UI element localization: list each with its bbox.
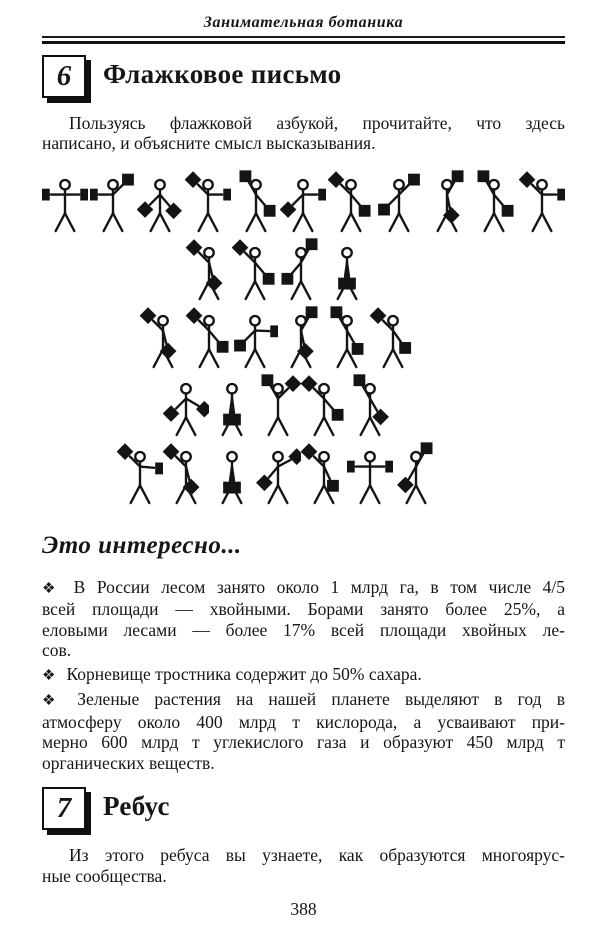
diamond-bullet-icon: ❖ bbox=[42, 580, 63, 597]
semaphore-figure bbox=[347, 439, 393, 505]
semaphore-figure bbox=[424, 167, 470, 233]
signal-flag-sq bbox=[502, 204, 514, 216]
signal-flag-sq bbox=[281, 272, 293, 284]
semaphore-figure bbox=[328, 167, 374, 233]
text-line: написано, и объясните смысл высказывания. bbox=[42, 133, 376, 153]
text-line: всей площади — хвойными. Борами занято более 25%, а bbox=[42, 599, 565, 619]
semaphore-figure bbox=[519, 167, 565, 233]
signal-flag-di bbox=[297, 342, 314, 359]
section-number-box bbox=[42, 55, 86, 98]
fact-item bbox=[42, 577, 565, 661]
section-number: 6 bbox=[56, 59, 72, 92]
signal-flag-sq bbox=[239, 170, 251, 182]
interesting-section bbox=[42, 531, 565, 774]
semaphore-figure bbox=[209, 439, 255, 505]
signal-flag-sq bbox=[557, 188, 565, 200]
semaphore-row bbox=[42, 303, 565, 369]
text-line: Пользуясь флажковой азбукой, прочитайте, что здесь bbox=[69, 112, 565, 133]
signal-flag-sq bbox=[90, 188, 98, 200]
signal-flag-sq bbox=[223, 188, 231, 200]
section-rebus-intro bbox=[42, 845, 565, 886]
section-flag-letter bbox=[42, 55, 565, 505]
semaphore-figure bbox=[163, 371, 209, 437]
signal-flag-sq bbox=[234, 339, 246, 351]
section-number-box bbox=[42, 787, 86, 830]
header-rule-thin bbox=[42, 36, 565, 38]
section-flag-heading bbox=[42, 55, 565, 98]
running-head: Занимательная ботаника bbox=[203, 14, 404, 31]
semaphore-figure bbox=[347, 371, 393, 437]
signal-flag-sq bbox=[399, 342, 411, 354]
signal-flag-sq bbox=[420, 442, 432, 454]
semaphore-figure bbox=[163, 439, 209, 505]
signal-flag-sq bbox=[478, 170, 490, 182]
semaphore-figure bbox=[324, 303, 370, 369]
signal-flag-sq bbox=[305, 238, 317, 250]
fact-item bbox=[42, 689, 565, 773]
section-number: 7 bbox=[56, 792, 72, 824]
diamond-bullet-icon: ❖ bbox=[42, 693, 67, 709]
semaphore-figure bbox=[471, 167, 517, 233]
signal-flag-sq bbox=[359, 204, 371, 216]
section-rebus bbox=[42, 787, 565, 886]
semaphore-figure bbox=[393, 439, 439, 505]
signal-flag-di bbox=[288, 448, 301, 465]
signal-flag-sq bbox=[385, 460, 393, 472]
semaphore-figure bbox=[301, 439, 347, 505]
fact-item bbox=[42, 664, 565, 687]
signal-flag-di bbox=[372, 408, 389, 425]
semaphore-figures-block bbox=[42, 167, 565, 505]
signal-flag-sq bbox=[261, 374, 273, 386]
signal-flag-di bbox=[195, 400, 208, 417]
semaphore-figure bbox=[301, 371, 347, 437]
semaphore-figure bbox=[233, 167, 279, 233]
signal-flag-sq bbox=[344, 277, 356, 289]
signal-flag-sq bbox=[270, 325, 278, 337]
signal-flag-sq bbox=[451, 170, 463, 182]
semaphore-figure bbox=[232, 235, 278, 301]
semaphore-figure bbox=[137, 167, 183, 233]
semaphore-row bbox=[42, 235, 565, 301]
signal-flag-sq bbox=[229, 413, 241, 425]
signal-flag-sq bbox=[353, 374, 365, 386]
signal-flag-sq bbox=[319, 188, 327, 200]
signal-flag-sq bbox=[305, 306, 317, 318]
signal-flag-sq bbox=[229, 481, 241, 493]
semaphore-row bbox=[42, 167, 565, 233]
page-header bbox=[42, 13, 565, 44]
semaphore-figure bbox=[376, 167, 422, 233]
signal-flag-di bbox=[443, 206, 460, 223]
text-line: атмосферу около 400 млрд т кислорода, а усваивают при- bbox=[42, 711, 565, 732]
semaphore-figure bbox=[232, 303, 278, 369]
semaphore-figure bbox=[185, 167, 231, 233]
signal-flag-sq bbox=[262, 272, 274, 284]
signal-flag-sq bbox=[331, 408, 343, 420]
signal-flag-sq bbox=[327, 479, 339, 491]
text-line: сов. bbox=[42, 640, 72, 660]
semaphore-figure bbox=[255, 371, 301, 437]
semaphore-figure bbox=[280, 167, 326, 233]
text-line: ❖ В России лесом занято около 1 млрд га, в том числе 4/5 bbox=[42, 576, 565, 597]
signal-flag-sq bbox=[330, 306, 342, 318]
semaphore-figure bbox=[186, 235, 232, 301]
semaphore-figure bbox=[42, 167, 88, 233]
signal-flag-sq bbox=[80, 188, 88, 200]
signal-flag-sq bbox=[347, 460, 355, 472]
semaphore-figure bbox=[209, 371, 255, 437]
facts-list bbox=[42, 577, 565, 774]
semaphore-figure bbox=[140, 303, 186, 369]
text-line: Из этого ребуса вы узнаете, как образуются многоярус- bbox=[69, 845, 565, 865]
interesting-title: Это интересно... bbox=[42, 531, 242, 559]
semaphore-figure bbox=[117, 439, 163, 505]
text-line: ❖ Зеленые растения на нашей планете выделяют в год в bbox=[42, 689, 565, 709]
page-number: 388 bbox=[290, 899, 317, 919]
semaphore-row bbox=[42, 371, 565, 437]
signal-flag-di bbox=[397, 476, 414, 493]
signal-flag-sq bbox=[263, 204, 275, 216]
signal-flag-sq bbox=[42, 188, 50, 200]
semaphore-figure bbox=[370, 303, 416, 369]
signal-flag-sq bbox=[408, 173, 420, 185]
section-flag-intro bbox=[42, 113, 565, 154]
text-line: еловыми лесами — более 17% всей площади хвойных ле- bbox=[42, 619, 565, 640]
text-line: мерно 600 млрд т углекислого газа и образуют 450 млрд т bbox=[42, 732, 565, 752]
signal-flag-sq bbox=[155, 462, 163, 474]
signal-flag-sq bbox=[378, 203, 390, 215]
text-line: ные сообщества. bbox=[42, 865, 167, 886]
semaphore-figure bbox=[255, 439, 301, 505]
signal-flag-sq bbox=[216, 340, 228, 352]
diamond-bullet-icon: ❖ bbox=[42, 667, 56, 684]
semaphore-figure bbox=[324, 235, 370, 301]
semaphore-figure bbox=[90, 167, 136, 233]
text-line: ❖ Корневище тростника содержит до 50% сахара. bbox=[42, 663, 422, 684]
semaphore-figure bbox=[186, 303, 232, 369]
section-title: Флажковое письмо bbox=[103, 58, 342, 89]
section-rebus-heading bbox=[42, 787, 565, 830]
signal-flag-sq bbox=[122, 173, 134, 185]
semaphore-row bbox=[42, 439, 565, 505]
section-title: Ребус bbox=[103, 791, 170, 821]
header-rule-thick bbox=[42, 41, 565, 44]
signal-flag-sq bbox=[351, 343, 363, 355]
semaphore-figure bbox=[278, 235, 324, 301]
text-line: органических веществ. bbox=[42, 752, 215, 773]
semaphore-figure bbox=[278, 303, 324, 369]
